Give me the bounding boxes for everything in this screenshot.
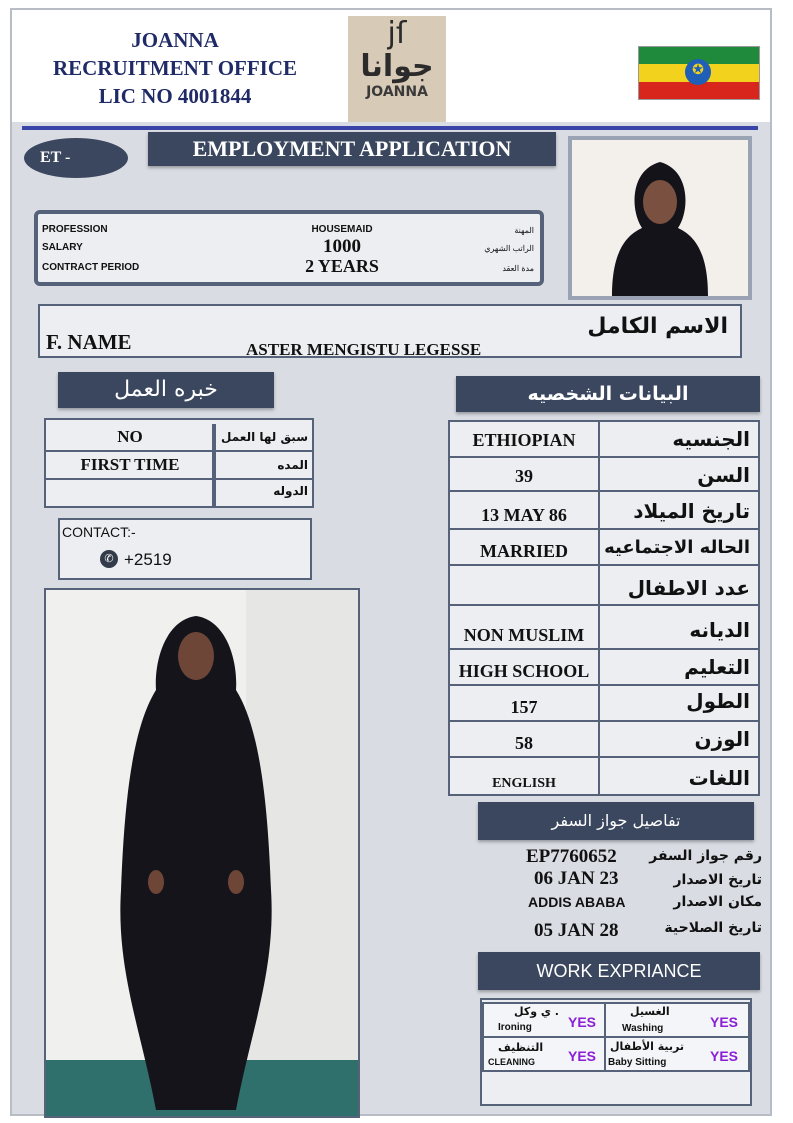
age-value: 39 [515, 466, 533, 486]
personal-data-table [448, 420, 760, 796]
full-name-row [38, 304, 742, 358]
profession-label: PROFESSION [42, 224, 108, 235]
table-row [450, 606, 758, 650]
contract-period-label: CONTRACT PERIOD [42, 262, 140, 273]
issue-place-value: ADDIS ABABA [528, 894, 626, 910]
education-label: التعليم [598, 650, 758, 684]
children-count-label: عدد الاطفال [598, 566, 758, 604]
table-row [450, 422, 758, 458]
experience-header: خبره العمل [58, 372, 274, 408]
skill-ironing-en: Ironing [498, 1022, 532, 1033]
table-row [450, 722, 758, 758]
skill-baby-sitting-en: Baby Sitting [608, 1057, 667, 1068]
ethiopia-flag-icon: ✪ [638, 46, 760, 100]
experience-duration-label: المده [212, 452, 312, 480]
height-value: 157 [510, 697, 538, 717]
experience-duration-value: FIRST TIME [46, 452, 214, 480]
contract-period-label-ar: مدة العقد [502, 264, 534, 273]
skill-washing-en: Washing [622, 1023, 664, 1034]
skill-cleaning-en: CLEANING [488, 1057, 535, 1067]
skill-cleaning-ar: التنظيف [498, 1041, 544, 1054]
work-skills-table [480, 998, 752, 1106]
experience-worked-label: سبق لها العمل [212, 424, 312, 452]
profession-label-ar: المهنة [514, 226, 534, 235]
full-body-photo [44, 588, 360, 1118]
phone-icon: ✆ [100, 550, 118, 568]
table-row [450, 650, 758, 686]
skill-baby-sitting-ar: تربية الأطفال [610, 1040, 685, 1053]
skill-washing [604, 1002, 750, 1038]
skill-ironing [482, 1002, 610, 1038]
salary-value: 1000 [323, 236, 361, 257]
birth-date-label: تاريخ الميلاد [598, 492, 758, 528]
office-line-2: RECRUITMENT OFFICE [52, 56, 298, 80]
table-row [450, 458, 758, 492]
logo-english-text: JOANNA [366, 84, 428, 100]
passport-header: تفاصيل جواز السفر [478, 802, 754, 840]
table-row [450, 758, 758, 794]
full-name-label-ar: الاسم الكامل [587, 314, 728, 339]
table-row [450, 566, 758, 606]
issue-place-label: مكان الاصدار [673, 894, 762, 910]
weight-label: الوزن [598, 722, 758, 756]
experience-country-value [46, 478, 214, 506]
table-row [450, 530, 758, 566]
work-experience-header: WORK EXPRIANCE [478, 952, 760, 990]
office-line-1: JOANNA [131, 28, 219, 52]
skill-washing-status: YES [710, 1014, 739, 1030]
reference-badge: ET - [24, 138, 128, 178]
languages-value: ENGLISH [492, 776, 556, 791]
table-row [450, 492, 758, 530]
weight-value: 58 [515, 733, 533, 753]
skill-ironing-ar: ي وكل . [514, 1005, 559, 1018]
page-title: EMPLOYMENT APPLICATION [148, 132, 556, 166]
expiry-date-value: 05 JAN 28 [534, 920, 619, 941]
contact-box [58, 518, 312, 580]
issue-date-label: تاريخ الاصدار [673, 872, 762, 888]
issue-date-value: 06 JAN 23 [534, 868, 619, 889]
skill-baby-sitting-status: YES [710, 1048, 739, 1064]
skill-ironing-status: YES [568, 1014, 597, 1030]
age-label: السن [598, 458, 758, 490]
contract-details [34, 210, 544, 286]
languages-label: اللغات [598, 758, 758, 794]
passport-number-value: EP7760652 [526, 846, 617, 867]
portrait-photo [568, 136, 752, 300]
profession-value: HOUSEMAID [311, 224, 373, 235]
logo-arabic-text: جوانا [360, 49, 434, 84]
height-label: الطول [598, 686, 758, 720]
experience-worked-value: NO [46, 424, 214, 452]
full-name-label: F. NAME [46, 330, 132, 354]
contact-label: CONTACT:- [62, 524, 136, 540]
skill-cleaning [482, 1036, 610, 1072]
contract-period-value: 2 YEARS [305, 256, 379, 276]
logo-mark: jſ [387, 16, 407, 51]
salary-label: SALARY [42, 242, 83, 253]
skill-washing-ar: الغسيل [630, 1005, 670, 1018]
nationality-label: الجنسيه [598, 422, 758, 456]
header-divider [22, 126, 758, 130]
table-row [450, 686, 758, 722]
religion-value: NON MUSLIM [463, 625, 585, 645]
skill-baby-sitting [604, 1036, 750, 1072]
office-license: LIC NO 4001844 [98, 84, 252, 108]
marital-status-value: MARRIED [480, 541, 568, 561]
full-name-value: ASTER MENGISTU LEGESSE [246, 340, 482, 359]
salary-label-ar: الراتب الشهري [484, 244, 534, 253]
joanna-logo [348, 16, 446, 122]
passport-number-label: رقم جواز السفر [649, 848, 762, 864]
expiry-date-label: تاريخ الصلاحية [664, 920, 762, 936]
header [12, 10, 770, 122]
experience-country-label: الدوله [212, 478, 312, 506]
education-value: HIGH SCHOOL [458, 661, 590, 681]
birth-date-value: 13 MAY 86 [481, 505, 567, 525]
skill-cleaning-status: YES [568, 1048, 597, 1064]
marital-status-label: الحاله الاجتماعيه [598, 530, 758, 564]
contact-phone: +2519 [124, 550, 172, 569]
nationality-value: ETHIOPIAN [472, 430, 576, 450]
personal-data-header: البيانات الشخصيه [456, 376, 760, 412]
office-name [30, 26, 320, 110]
experience-table [44, 418, 314, 508]
religion-label: الديانه [598, 606, 758, 648]
